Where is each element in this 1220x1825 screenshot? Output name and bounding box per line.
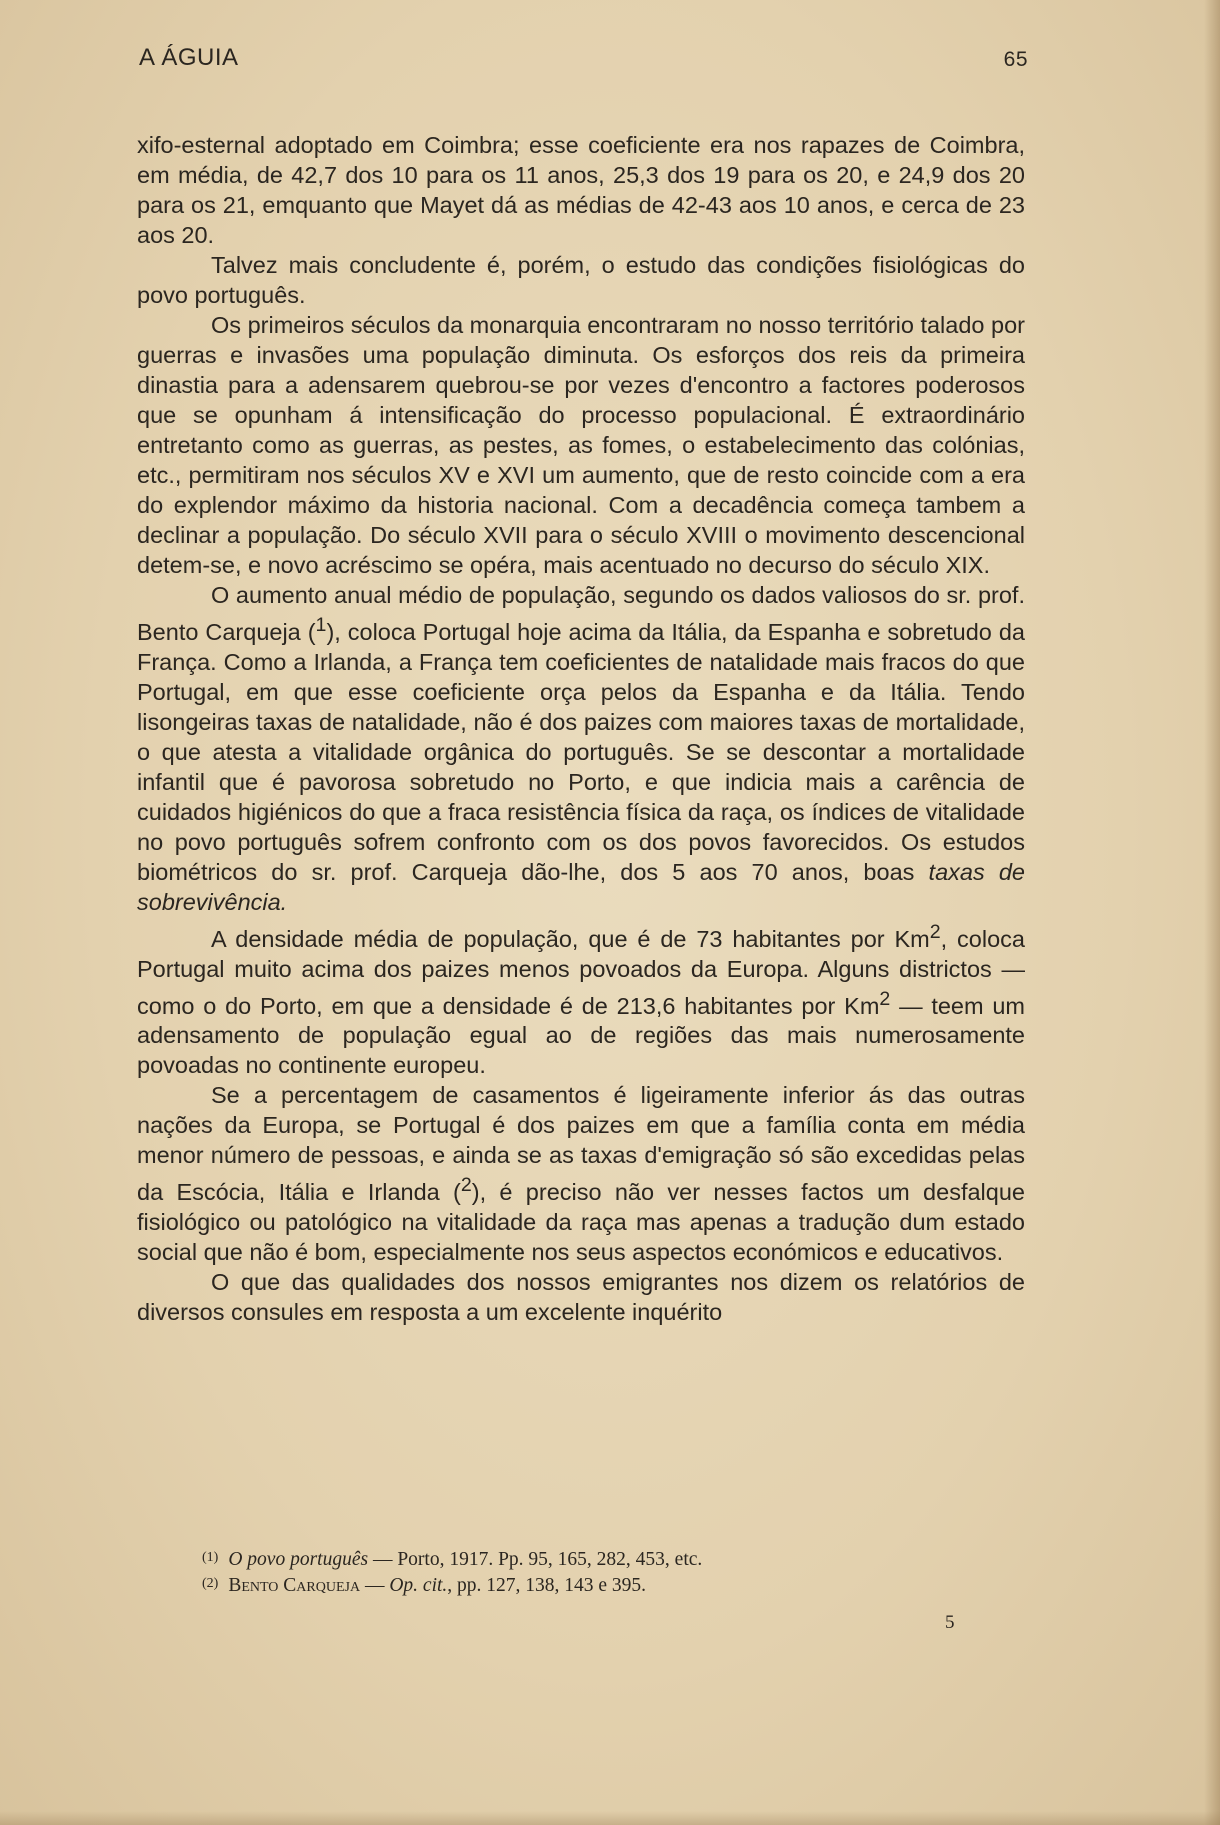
footnote-1-details: — Porto, 1917. Pp. 95, 165, 282, 453, etc. — [368, 1549, 703, 1570]
sheet-signature: 5 — [945, 1612, 955, 1633]
paragraph-2 — [137, 250, 1025, 310]
paragraph-5 — [137, 917, 1025, 1081]
footnote-1 — [202, 1546, 1022, 1572]
paragraph-3-text: Os primeiros séculos da monarquia encontraram no nosso território talado por guerras e invasões uma população diminuta. Os esforços dos reis da primeira dinastia para a adensarem quebrou-se por vezes d'encontro a factores poderosos que se opunham á intensificação do processo populacional. É extraordinário entretanto como as guerras, as pestes, as fomes, o estabelecimento das colónias, etc., permitiram nos séculos XV e XVI um aumento, que de resto coincide com a era do explendor máximo da historia nacional. Com a decadência começa tambem a declinar a população. Do século XVII para o século XVIII o movimento descencional detem-se, e novo acréscimo se opéra, mais acentuado no decurso do século XIX. — [137, 312, 1025, 578]
footnote-2-op-cit: Op. cit. — [389, 1575, 448, 1596]
paragraph-7 — [137, 1267, 1025, 1327]
footnote-1-mark: (1) — [202, 1550, 219, 1565]
footnote-2-details: , pp. 127, 138, 143 e 395. — [447, 1575, 647, 1596]
paragraph-3 — [137, 310, 1025, 580]
running-title: A ÁGUIA — [139, 44, 239, 71]
paragraph-4-italic: taxas de sobrevivência. — [137, 858, 1025, 915]
footnote-2-dash: — — [360, 1575, 390, 1596]
page-edge-shadow — [1204, 0, 1220, 1825]
superscript-squared-2: 2 — [879, 987, 891, 1010]
paragraph-7-text: O que das qualidades dos nossos emigrantes nos dizem os relatórios de diversos consules em resposta a um excelente inquérito — [137, 1269, 1025, 1326]
paragraph-5-text-b: , coloca Portugal muito acima dos paizes menos povoados da Europa. Alguns districtos — como o do Porto, em que a densidade é de 213,6 habitantes por Km — [137, 925, 1025, 1019]
footnote-2-author: Bento Carqueja — [228, 1575, 361, 1596]
paragraph-6-text-a: Se a percentagem de casamentos é ligeiramente inferior ás das outras nações da Europa, se Portugal é dos paizes em que a família conta em média menor número de pessoas, e ainda se as taxas d'emigração só são excedidas pelas da Escócia, Itália e Irlanda ( — [137, 1082, 1025, 1206]
footnote-ref-2: 2 — [460, 1174, 472, 1197]
paragraph-5-text-a: A densidade média de população, que é de 73 habitantes por Km — [211, 925, 930, 952]
running-head — [139, 44, 1028, 76]
footnote-ref-1: 1 — [315, 614, 327, 636]
paragraph-4-text-a: O aumento anual médio de população, segundo os dados valiosos do sr. prof. Bento Carqueja ( — [137, 582, 1025, 645]
page-number: 65 — [1003, 48, 1028, 71]
paragraph-4-text-b: ), coloca Portugal hoje acima da Itália, da Espanha e sobretudo da França. Como a Irlanda, a França tem coeficientes de natalidade mais fracos do que Portugal, em que esse coeficiente orça pelos da Espanha e da Itália. Tendo lisongeiras taxas de natalidade, não é dos paizes com maiores taxas de mortalidade, o que atesta a vitalidade orgânica do português. Se se descontar a mortalidade infantil que é pavorosa sobretudo no Porto, e que indicia mais a carência de cuidados higiénicos do que a fraca resistência física da raça, os índices de vitalidade no povo português sofrem confronto com os dos povos favorecidos. Os estudos biométricos do sr. prof. Carqueja dão-lhe, dos 5 aos 70 anos, boas — [137, 618, 1025, 885]
footnote-2-mark: (2) — [202, 1576, 219, 1591]
paragraph-1-text: xifo-esternal adoptado em Coimbra; esse coeficiente era nos rapazes de Coimbra, em média, de 42,7 dos 10 para os 11 anos, 25,3 dos 19 para os 20, e 24,9 dos 20 para os 21, emquanto que Mayet dá as médias de 42-43 aos 10 anos, e cerca de 23 aos 20. — [137, 132, 1025, 248]
body-text — [137, 130, 1025, 1327]
paragraph-6 — [137, 1080, 1025, 1267]
superscript-squared-1: 2 — [929, 920, 941, 943]
paragraph-5-text-c: — teem um adensamento de população egual ao de regiões das mais numerosamente povoadas no continente europeu. — [137, 992, 1025, 1079]
footnote-1-title: O povo português — [228, 1549, 369, 1570]
paragraph-2-text: Talvez mais concludente é, porém, o estudo das condições fisiológicas do povo português. — [137, 252, 1025, 308]
paragraph-4 — [137, 580, 1025, 917]
page-bottom-shadow — [0, 1811, 1220, 1825]
footnote-2 — [202, 1572, 1022, 1598]
footnotes — [202, 1546, 1022, 1598]
paragraph-6-text-b: ), é preciso não ver nesses factos um desfalque fisiológico ou patológico na vitalidade da raça mas apenas a tradução dum estado social que não é bom, especialmente nos seus aspectos económicos e educativos. — [137, 1179, 1025, 1266]
paragraph-1 — [137, 130, 1025, 250]
